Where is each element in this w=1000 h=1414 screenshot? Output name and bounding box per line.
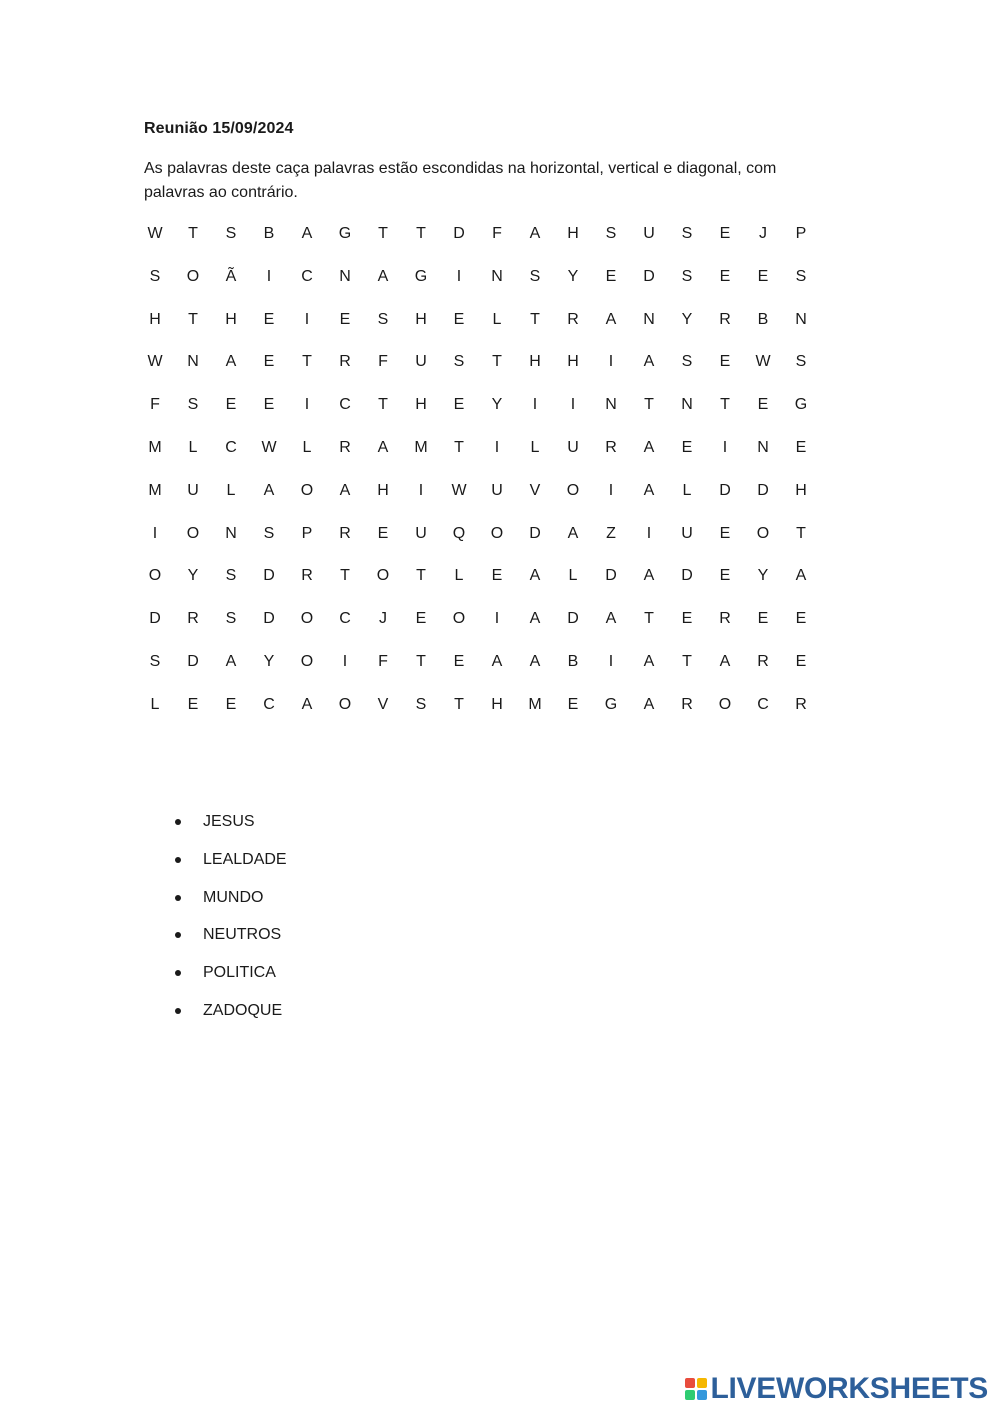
grid-cell[interactable]: T [340,567,350,585]
grid-cell[interactable]: O [148,567,162,585]
grid-cell[interactable]: I [608,481,614,499]
grid-cell[interactable]: S [681,267,693,285]
grid-row [136,648,820,691]
brand-name: LIVEWORKSHEETS [710,1372,988,1405]
grid-cell[interactable]: Y [263,652,275,670]
word-label: LEALDADE [203,850,287,868]
grid-cell[interactable]: H [225,310,237,328]
grid-cell[interactable]: E [339,310,351,328]
grid-cell[interactable]: O [718,695,732,713]
grid-cell[interactable]: J [379,610,387,628]
grid-cell[interactable]: I [608,652,614,670]
grid-cell[interactable]: O [452,610,466,628]
grid-cell[interactable]: O [300,481,314,499]
grid-cell[interactable]: O [186,524,200,542]
grid-cell[interactable]: T [644,610,654,628]
grid-cell[interactable]: I [532,396,538,414]
grid-row [136,520,820,563]
bullet-icon [175,970,181,976]
grid-cell[interactable]: E [681,438,693,456]
grid-cell[interactable]: G [794,396,808,414]
grid-cell[interactable]: S [681,353,693,371]
grid-cell[interactable]: S [795,267,807,285]
grid-cell[interactable]: R [339,524,351,542]
grid-cell[interactable]: M [148,438,162,456]
grid-cell[interactable]: R [187,610,199,628]
grid-cell[interactable]: S [225,610,237,628]
grid-row [136,263,820,306]
grid-cell[interactable]: Z [606,524,616,542]
word-label: ZADOQUE [203,1001,283,1019]
grid-cell[interactable]: E [567,695,579,713]
grid-cell[interactable]: E [757,267,769,285]
grid-cell[interactable]: H [415,396,427,414]
grid-cell[interactable]: A [643,353,655,371]
grid-cell[interactable]: A [301,695,313,713]
grid-cell[interactable]: E [263,353,275,371]
grid-cell[interactable]: A [377,267,389,285]
grid-row [136,477,820,520]
grid-cell[interactable]: I [152,524,158,542]
grid-cell[interactable]: Y [187,567,199,585]
grid-cell[interactable]: L [150,695,160,713]
grid-cell[interactable]: S [187,396,199,414]
grid-cell[interactable]: U [187,481,199,499]
grid-cell[interactable]: S [415,695,427,713]
grid-row [136,391,820,434]
grid-cell[interactable]: A [643,481,655,499]
brand-footer [685,1374,989,1404]
grid-cell[interactable]: D [681,567,693,585]
grid-cell[interactable]: L [454,567,464,585]
grid-cell[interactable]: A [529,610,541,628]
grid-cell[interactable]: I [646,524,652,542]
grid-cell[interactable]: E [795,438,807,456]
logo-square-icon [697,1390,707,1400]
grid-cell[interactable]: F [492,225,502,242]
grid-cell[interactable]: D [263,610,275,628]
grid-cell[interactable]: N [187,353,199,371]
bullet-icon [175,895,181,901]
grid-cell[interactable]: S [605,225,617,242]
grid-cell[interactable]: S [225,225,237,242]
grid-cell[interactable]: D [149,610,161,628]
grid-cell[interactable]: D [605,567,617,585]
grid-cell[interactable]: W [755,353,771,371]
grid-cell[interactable]: E [719,267,731,285]
grid-cell[interactable]: E [795,610,807,628]
grid-cell[interactable]: T [378,225,388,242]
grid-cell[interactable]: D [453,225,465,242]
grid-cell[interactable]: E [719,353,731,371]
grid-cell[interactable]: R [339,353,351,371]
grid-cell[interactable]: N [339,267,351,285]
grid-cell[interactable]: A [719,652,731,670]
grid-cell[interactable]: C [263,695,275,713]
grid-cell[interactable]: U [415,524,427,542]
grid-cell[interactable]: I [266,267,272,285]
grid-cell[interactable]: T [492,353,502,371]
grid-cell[interactable]: N [795,310,807,328]
grid-cell[interactable]: T [644,396,654,414]
word-list [172,810,287,1037]
page-title: Reunião 15/09/2024 [144,120,294,137]
grid-cell[interactable]: G [604,695,618,713]
grid-cell[interactable]: O [490,524,504,542]
grid-cell[interactable]: C [339,396,351,414]
grid-cell[interactable]: D [757,481,769,499]
grid-cell[interactable]: O [300,610,314,628]
grid-cell[interactable]: C [301,267,313,285]
grid-cell[interactable]: R [757,652,769,670]
grid-cell[interactable]: A [377,438,389,456]
grid-cell[interactable]: E [453,652,465,670]
list-item [172,810,287,848]
grid-cell[interactable]: A [301,225,313,242]
logo-square-icon [685,1378,695,1388]
grid-cell[interactable]: R [339,438,351,456]
grid-cell[interactable]: N [681,396,693,414]
grid-cell[interactable]: H [567,225,579,242]
instructions-text: As palavras deste caça palavras estão escondidas na horizontal, vertical e diagonal, com palavras ao contrário. [144,160,777,201]
grid-cell[interactable]: F [150,396,160,414]
grid-cell[interactable]: T [188,310,198,328]
grid-cell[interactable]: S [453,353,465,371]
grid-cell[interactable]: W [261,438,277,456]
grid-cell[interactable]: N [225,524,237,542]
grid-cell[interactable]: U [491,481,503,499]
grid-cell[interactable]: T [720,396,730,414]
grid-cell[interactable]: H [529,353,541,371]
grid-cell[interactable]: R [681,695,693,713]
grid-cell[interactable]: Y [567,267,579,285]
grid-cell[interactable]: H [795,481,807,499]
grid-cell[interactable]: T [416,567,426,585]
grid-cell[interactable]: R [605,438,617,456]
grid-cell[interactable]: A [643,652,655,670]
grid-cell[interactable]: I [304,396,310,414]
grid-cell[interactable]: D [529,524,541,542]
grid-row [136,605,820,648]
grid-cell[interactable]: S [529,267,541,285]
grid-cell[interactable]: L [302,438,312,456]
grid-cell[interactable]: S [681,225,693,242]
grid-cell[interactable]: A [643,567,655,585]
grid-cell[interactable]: Y [491,396,503,414]
grid-cell[interactable]: N [491,267,503,285]
grid-cell[interactable]: E [757,396,769,414]
grid-cell[interactable]: N [605,396,617,414]
grid-cell[interactable]: U [567,438,579,456]
grid-cell[interactable]: S [149,267,161,285]
grid-cell[interactable]: E [377,524,389,542]
grid-cell[interactable]: T [454,438,464,456]
grid-cell[interactable]: R [301,567,313,585]
grid-cell[interactable]: Y [681,310,693,328]
grid-cell[interactable]: A [339,481,351,499]
grid-cell[interactable]: H [567,353,579,371]
list-item [172,848,287,886]
grid-cell[interactable]: C [757,695,769,713]
grid-cell[interactable]: N [757,438,769,456]
grid-cell[interactable]: H [149,310,161,328]
grid-cell[interactable]: N [643,310,655,328]
grid-cell[interactable]: A [567,524,579,542]
grid-cell[interactable]: A [529,567,541,585]
grid-cell[interactable]: E [225,396,237,414]
grid-cell[interactable]: M [414,438,428,456]
bullet-icon [175,819,181,825]
grid-cell[interactable]: L [492,310,502,328]
grid-cell[interactable]: A [605,610,617,628]
grid-cell[interactable]: M [148,481,162,499]
grid-cell[interactable]: O [756,524,770,542]
grid-cell[interactable]: I [418,481,424,499]
grid-cell[interactable]: T [416,652,426,670]
grid-cell[interactable]: D [719,481,731,499]
grid-cell[interactable]: E [681,610,693,628]
grid-cell[interactable]: S [263,524,275,542]
grid-cell[interactable]: E [263,310,275,328]
grid-cell[interactable]: T [530,310,540,328]
grid-row [136,306,820,349]
grid-cell[interactable]: A [529,225,541,242]
grid-cell[interactable]: W [451,481,467,499]
grid-row [136,691,820,734]
grid-cell[interactable]: P [795,225,807,242]
grid-cell[interactable]: P [301,524,313,542]
logo-square-icon [685,1390,695,1400]
grid-cell[interactable]: U [681,524,693,542]
grid-row [136,434,820,477]
grid-cell[interactable]: I [722,438,728,456]
grid-cell[interactable]: R [567,310,579,328]
grid-row [136,562,820,605]
grid-cell[interactable]: U [643,225,655,242]
grid-cell[interactable]: H [491,695,503,713]
grid-cell[interactable]: T [454,695,464,713]
grid-cell[interactable]: T [682,652,692,670]
grid-cell[interactable]: E [795,652,807,670]
grid-cell[interactable]: A [643,438,655,456]
grid-cell[interactable]: V [377,695,389,713]
grid-cell[interactable]: I [342,652,348,670]
grid-cell[interactable]: D [567,610,579,628]
grid-cell[interactable]: U [415,353,427,371]
grid-cell[interactable]: A [491,652,503,670]
grid-cell[interactable]: E [453,310,465,328]
word-label: JESUS [203,813,255,830]
grid-cell[interactable]: I [304,310,310,328]
grid-cell[interactable]: G [338,225,352,242]
grid-cell[interactable]: C [225,438,237,456]
grid-cell[interactable]: E [415,610,427,628]
bullet-icon [175,857,181,863]
grid-row [136,348,820,391]
grid-cell[interactable]: E [453,396,465,414]
grid-cell[interactable]: A [795,567,807,585]
grid-cell[interactable]: T [378,396,388,414]
grid-cell[interactable]: D [263,567,275,585]
word-search-grid [136,220,820,734]
grid-cell[interactable]: D [643,267,655,285]
grid-cell[interactable]: A [605,310,617,328]
grid-cell[interactable]: V [529,481,541,499]
grid-cell[interactable]: F [378,652,388,670]
grid-cell[interactable]: Q [452,524,466,542]
grid-cell[interactable]: J [759,225,767,242]
grid-cell[interactable]: E [187,695,199,713]
grid-cell[interactable]: S [225,567,237,585]
grid-cell[interactable]: S [149,652,161,670]
grid-cell[interactable]: L [226,481,236,499]
grid-cell[interactable]: R [719,610,731,628]
grid-cell[interactable]: W [147,353,163,371]
grid-cell[interactable]: G [414,267,428,285]
grid-cell[interactable]: I [570,396,576,414]
list-item [172,999,287,1037]
grid-cell[interactable]: E [719,225,731,242]
list-item [172,923,287,961]
grid-cell[interactable]: O [186,267,200,285]
grid-cell[interactable]: E [719,567,731,585]
list-item [172,961,287,999]
grid-row [136,220,820,263]
grid-cell[interactable]: E [263,396,275,414]
grid-cell[interactable]: F [378,353,388,371]
grid-cell[interactable]: A [225,652,237,670]
grid-cell[interactable]: L [530,438,540,456]
grid-cell[interactable]: I [494,610,500,628]
grid-cell[interactable]: I [608,353,614,371]
grid-cell[interactable]: T [188,225,198,242]
grid-cell[interactable]: E [605,267,617,285]
word-label: MUNDO [203,888,264,906]
grid-cell[interactable]: O [338,695,352,713]
grid-cell[interactable]: T [302,353,312,371]
grid-cell[interactable]: T [416,225,426,242]
grid-cell[interactable]: B [567,652,579,670]
grid-cell[interactable]: I [494,438,500,456]
grid-cell[interactable]: S [377,310,389,328]
grid-cell[interactable]: M [528,695,542,713]
grid-cell[interactable]: H [415,310,427,328]
word-label: NEUTROS [203,926,282,944]
grid-cell[interactable]: B [757,310,769,328]
grid-cell[interactable]: Ã [225,267,237,285]
grid-cell[interactable]: E [225,695,237,713]
grid-cell[interactable]: L [568,567,578,585]
grid-cell[interactable]: T [796,524,806,542]
logo-square-icon [697,1378,707,1388]
grid-cell[interactable]: R [719,310,731,328]
grid-cell[interactable]: B [263,225,275,242]
grid-cell[interactable]: A [225,353,237,371]
grid-cell[interactable]: Y [757,567,769,585]
liveworksheets-logo-icon [685,1378,707,1400]
bullet-icon [175,1008,181,1014]
grid-cell[interactable]: O [300,652,314,670]
grid-cell[interactable]: E [757,610,769,628]
grid-cell[interactable]: H [377,481,389,499]
grid-cell[interactable]: D [187,652,199,670]
grid-cell[interactable]: I [456,267,462,285]
grid-cell[interactable]: R [795,695,807,713]
grid-cell[interactable]: C [339,610,351,628]
grid-cell[interactable]: E [719,524,731,542]
grid-cell[interactable]: O [376,567,390,585]
list-item [172,886,287,924]
grid-cell[interactable]: A [529,652,541,670]
grid-cell[interactable]: E [491,567,503,585]
grid-cell[interactable]: A [643,695,655,713]
grid-cell[interactable]: W [147,225,163,242]
grid-cell[interactable]: S [795,353,807,371]
bullet-icon [175,932,181,938]
grid-cell[interactable]: L [188,438,198,456]
grid-cell[interactable]: A [263,481,275,499]
word-label: POLITICA [203,964,276,982]
grid-cell[interactable]: O [566,481,580,499]
grid-cell[interactable]: L [682,481,692,499]
